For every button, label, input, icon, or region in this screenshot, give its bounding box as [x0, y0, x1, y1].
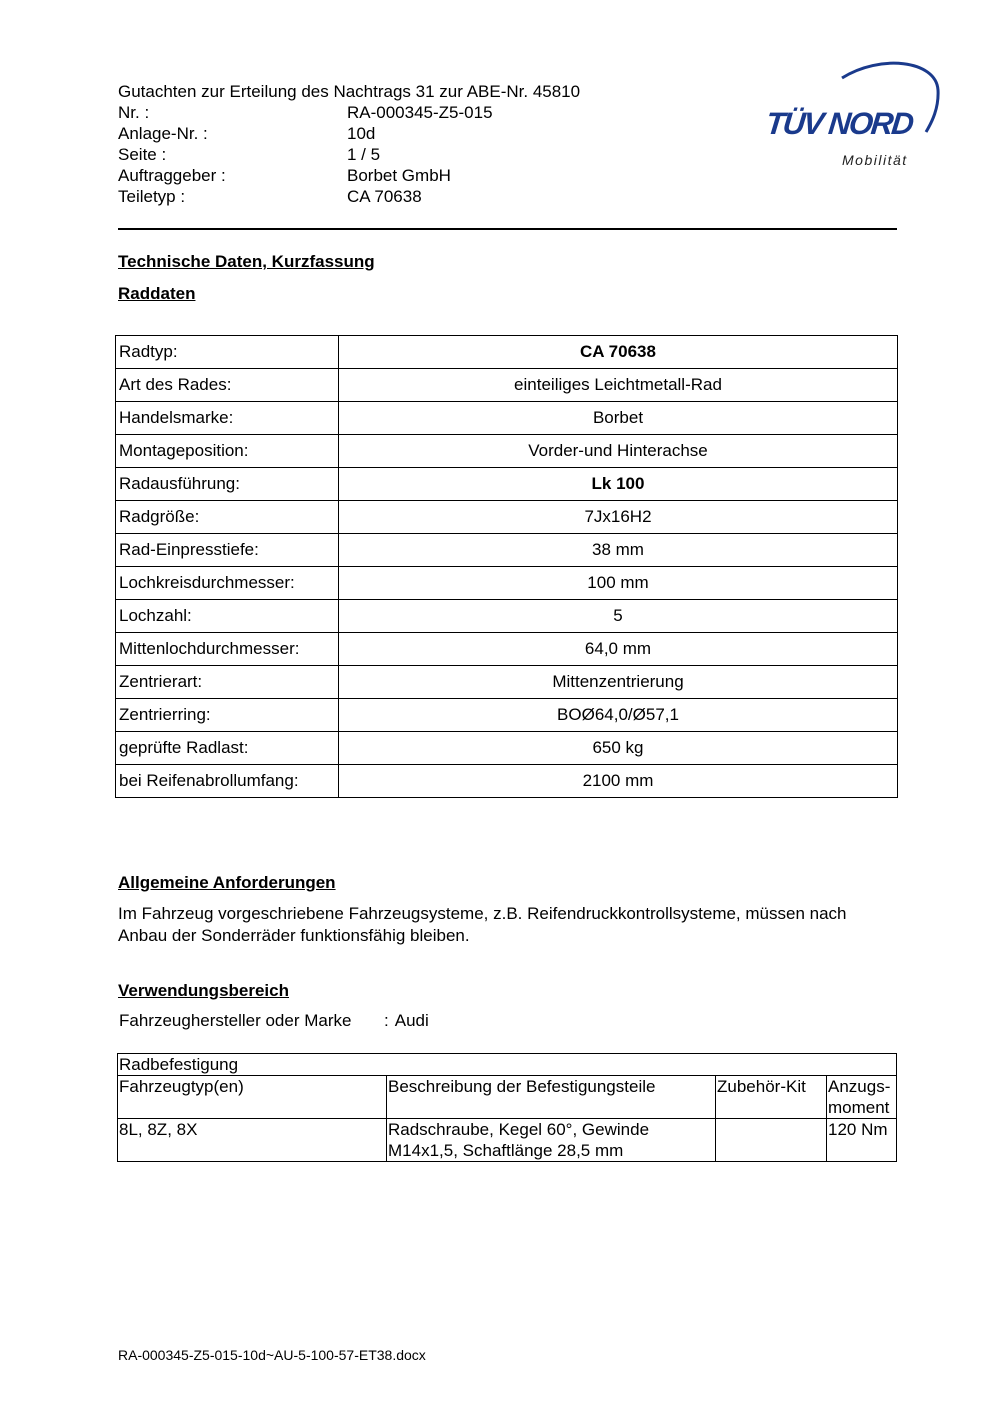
- row-value: 2100 mm: [339, 765, 898, 798]
- row-key: Montageposition:: [116, 435, 339, 468]
- document-header: [118, 81, 678, 207]
- row-key: Handelsmarke:: [116, 402, 339, 435]
- row-value: CA 70638: [339, 336, 898, 369]
- header-row-nr: [118, 102, 678, 123]
- row-key: Mittenlochdurchmesser:: [116, 633, 339, 666]
- section-technical-title: Technische Daten, Kurzfassung: [118, 252, 375, 271]
- table-row: [116, 435, 898, 468]
- table-row: [118, 1119, 897, 1162]
- row-key: Zentrierring:: [116, 699, 339, 732]
- header-key: Anlage-Nr. :: [118, 124, 208, 143]
- row-value: Mittenzentrierung: [339, 666, 898, 699]
- header-key: Teiletyp :: [118, 187, 186, 206]
- cell-kit: [716, 1119, 827, 1162]
- header-value: Borbet GmbH: [347, 166, 451, 185]
- header-divider: [118, 228, 897, 230]
- table-row: [116, 732, 898, 765]
- column-header: Fahrzeugtyp(en): [118, 1076, 387, 1119]
- column-header: Zubehör-Kit: [716, 1076, 827, 1119]
- vehicle-maker-line: [119, 1011, 429, 1031]
- column-header-line: moment: [828, 1098, 890, 1117]
- row-value: 100 mm: [339, 567, 898, 600]
- row-key: Art des Rades:: [116, 369, 339, 402]
- row-key: bei Reifenabrollumfang:: [116, 765, 339, 798]
- table-row: [116, 369, 898, 402]
- row-value: einteiliges Leichtmetall-Rad: [339, 369, 898, 402]
- logo-wordmark: TÜV NORD: [764, 106, 914, 141]
- row-key: Rad-Einpresstiefe:: [116, 534, 339, 567]
- cell-torque: 120 Nm: [827, 1119, 897, 1162]
- maker-label: Fahrzeughersteller oder Marke: [119, 1011, 352, 1030]
- maker-separator: :: [384, 1011, 389, 1030]
- row-key: Lochkreisdurchmesser:: [116, 567, 339, 600]
- column-header: Beschreibung der Befestigungsteile: [387, 1076, 716, 1119]
- header-row-anlage: [118, 123, 678, 144]
- table-row: [116, 600, 898, 633]
- table-row: [116, 666, 898, 699]
- column-header-line: Anzugs-: [828, 1077, 891, 1096]
- header-row-auftraggeber: [118, 165, 678, 186]
- footer-filename: RA-000345-Z5-015-10d~AU-5-100-57-ET38.docx: [118, 1347, 426, 1363]
- row-key: geprüfte Radlast:: [116, 732, 339, 765]
- row-value: Vorder-und Hinterachse: [339, 435, 898, 468]
- row-value: 7Jx16H2: [339, 501, 898, 534]
- tuv-nord-logo: [760, 58, 940, 170]
- table-header-row: [118, 1076, 897, 1119]
- row-value: 38 mm: [339, 534, 898, 567]
- cell-description: [387, 1119, 716, 1162]
- header-value: 1 / 5: [347, 145, 381, 164]
- table-row: [116, 501, 898, 534]
- column-header-torque: [827, 1076, 897, 1119]
- table-row: [116, 567, 898, 600]
- row-value: 5: [339, 600, 898, 633]
- row-value: Borbet: [339, 402, 898, 435]
- header-row-seite: [118, 144, 678, 165]
- row-key: Lochzahl:: [116, 600, 339, 633]
- row-value: 64,0 mm: [339, 633, 898, 666]
- row-key: Zentrierart:: [116, 666, 339, 699]
- section-usage-title: Verwendungsbereich: [118, 981, 289, 1000]
- logo-subtitle: Mobilität: [842, 152, 908, 168]
- table-row: [116, 633, 898, 666]
- table-row: [118, 1054, 897, 1076]
- table-row: [116, 336, 898, 369]
- row-value: BOØ64,0/Ø57,1: [339, 699, 898, 732]
- description-line: M14x1,5, Schaftlänge 28,5 mm: [388, 1141, 624, 1160]
- description-line: Radschraube, Kegel 60°, Gewinde: [388, 1120, 650, 1139]
- requirements-paragraph: Im Fahrzeug vorgeschriebene Fahrzeugsysteme, z.B. Reifendruckkontrollsysteme, müssen nach Anbau der Sonderräder funktionsfähig bleiben.: [118, 904, 847, 945]
- header-key: Seite :: [118, 145, 167, 164]
- wheel-data-table: [115, 335, 898, 798]
- header-key: Auftraggeber :: [118, 166, 226, 185]
- section-wheel-title: Raddaten: [118, 284, 196, 303]
- row-value: Lk 100: [339, 468, 898, 501]
- wheel-fixing-table: [117, 1053, 897, 1162]
- document-title: Gutachten zur Erteilung des Nachtrags 31 zur ABE-Nr. 45810: [118, 82, 581, 101]
- row-key: Radgröße:: [116, 501, 339, 534]
- header-value: CA 70638: [347, 187, 422, 206]
- row-value: 650 kg: [339, 732, 898, 765]
- header-key: Nr. :: [118, 103, 150, 122]
- header-value: RA-000345-Z5-015: [347, 103, 493, 122]
- fixing-table-title: Radbefestigung: [118, 1054, 897, 1076]
- maker-value: Audi: [394, 1011, 429, 1030]
- row-key: Radausführung:: [116, 468, 339, 501]
- section-requirements-title: Allgemeine Anforderungen: [118, 873, 336, 892]
- table-row: [116, 699, 898, 732]
- row-key: Radtyp:: [116, 336, 339, 369]
- header-value: 10d: [347, 124, 376, 143]
- table-row: [116, 468, 898, 501]
- table-row: [116, 765, 898, 798]
- header-row-teiletyp: [118, 186, 678, 207]
- cell-vehicle-type: 8L, 8Z, 8X: [118, 1119, 387, 1162]
- table-row: [116, 534, 898, 567]
- table-row: [116, 402, 898, 435]
